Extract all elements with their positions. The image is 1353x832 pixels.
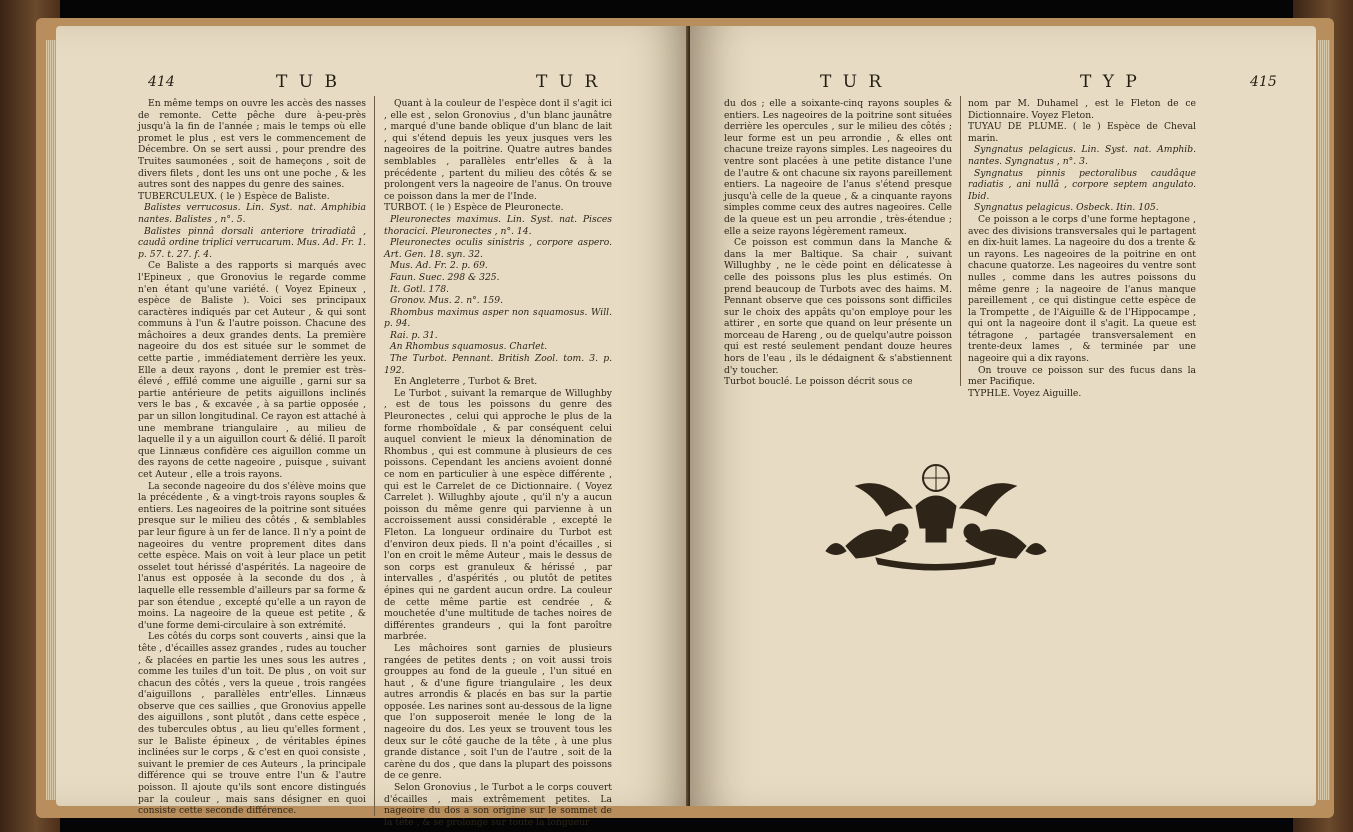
citation-line: The Turbot. Pennant. British Zool. tom. 3. p. 192. — [384, 353, 612, 376]
body-paragraph: Les mâchoires sont garnies de plusieurs rangées de petites dents ; on voit aussi trois grouppes au fond de la gueule , l'un situé en haut , & d'une figure triangulaire , les deux autres arrondis & placés en bas sur la partie opposée. Les narines sont au-dessous de la ligne que l'on supposeroit menée le long de la nageoire du dos. Les yeux se trouvent tous les deux sur le côté gauche de la tête , à une plus grande distance , soit l'un de l'autre , soit de la carène du dos , que dans la plupart des poissons de ce genre. — [384, 642, 612, 782]
citation-line: Gronov. Mus. 2. n°. 159. — [390, 295, 504, 307]
page-number-right: 415 — [1250, 74, 1277, 90]
entry-heading: Turbot bouclé. Le poisson décrit sous ce — [724, 376, 913, 388]
entry-heading: TUYAU DE PLUME. ( le ) Espèce de Cheval marin. — [968, 121, 1196, 144]
decorative-vignette — [816, 446, 1056, 576]
citation-line: It. Gotl. 178. — [390, 283, 449, 295]
left-page-column-2 — [384, 98, 612, 828]
body-paragraph: Les côtés du corps sont couverts , ainsi que la tête , d'écailles assez grandes , rudes au toucher , & placées en partie les unes sous les autres , comme les tuiles d'un toit. De plus , on voit sur chacun des côtés , vers la queue , trois rangées d'aiguillons , parallèles entr'elles. Linnæus observe que ces saillies , que Gronovius appelle des aiguillons , sont plutôt , dans cette espèce , des tubercules obtus , au lieu qu'elles forment , sur le Baliste épineux , de véritables épines inclinées sur le corps , & c'est en quoi consiste , suivant le premier de ces Auteurs , la principale différence qui se trouve entre l'un & l'autre poisson. Il ajoute qu'ils sont encore distingués par la couleur , mais sans désigner en quoi consiste cette seconde différence. — [138, 631, 366, 817]
body-paragraph: Ce poisson est commun dans la Manche & dans la mer Baltique. Sa chair , suivant Willughby , ne le cède point en délicatesse à celle des poissons plus les plus estimés. On prend beaucoup de Turbots avec des haims. M. Pennant observe que ces poissons sont difficiles sur le choix des appâts qu'on employe pour les attirer , en sorte que quand on leur présente un morceau de Hareng , ou de quelqu'autre poisson qui est resté seulement pendant douze heures hors de l'eau , ils le dédaignent & s'abstiennent d'y toucher. — [724, 237, 952, 376]
body-paragraph: nom par M. Duhamel , est le Fleton de ce Dictionnaire. Voyez Fleton. — [968, 98, 1196, 121]
entry-heading: TUBERCULEUX. ( le ) Espèce de Baliste. — [138, 190, 330, 202]
citation-line: Syngnatus pelagicus. Osbeck. Itin. 105. — [974, 202, 1159, 214]
citation-line: Syngnatus pelagicus. Lin. Syst. nat. Amphib. nantes. Syngnatus , n°. 3. — [968, 144, 1196, 167]
citation-line: Rhombus maximus asper non squamosus. Will. p. 94. — [384, 306, 612, 330]
citation-line: Pleuronectes maximus. Lin. Syst. nat. Pisces thoracici. Pleuronectes , n°. 14. — [384, 213, 612, 237]
left-page — [56, 26, 690, 828]
body-paragraph: En même temps on ouvre les accès des nasses de remonte. Cette pêche dure à-peu-près jusqu'à la fin de l'année ; mais le temps où elle promet le plus , est vers le commencement de Décembre. On se sert aussi , pour prendre des Truites saumonées , soit de hameçons , soit de divers filets , dont les uns ont une poche , & les autres sont des nappes du genre des saines. — [138, 98, 366, 191]
entry-heading: TURBOT. ( le ) Espèce de Pleuronecte. — [384, 202, 564, 214]
body-paragraph: On trouve ce poisson sur des fucus dans la mer Pacifique. — [968, 364, 1196, 388]
left-page-column-1 — [138, 98, 366, 817]
body-paragraph: Ce Baliste a des rapports si marqués avec l'Epineux , que Gronovius le regarde comme n'en étant qu'une variété. ( Voyez Epineux , espèce de Baliste ). Voici ses principaux caractères indiqués par cet Auteur , & qui sont communs à l'un & l'autre poisson. Chacune des mâchoires a deux grandes dents. La première nageoire du dos est située sur le sommet de cette partie , immédiatement derrière les yeux. Elle a deux rayons , dont le premier est très-élevé , effilé comme une aiguille , garni sur sa partie antérieure de petits aiguillons inclinés vers le bas , & excavée , à sa partie opposée , par un sillon longitudinal. Ce rayon est attaché à une membrane triangulaire , au milieu de laquelle il y a un aiguillon court & délié. Il paroît que Linnæus confidère ces aiguillon comme un des rayons de cette nageoire , puisque , suivant cet Auteur , elle a trois rayons. — [138, 260, 366, 480]
column-rule — [374, 96, 375, 816]
body-paragraph: En Angleterre , Turbot & Bret. — [394, 376, 538, 388]
citation-line: Faun. Suec. 298 & 325. — [390, 271, 500, 283]
body-paragraph: Le Turbot , suivant la remarque de Willughby , est de tous les poissons du genre des Pleuronectes , celui qui approche le plus de la forme rhomboïdale , & par conséquent celui auquel convient le mieux la dénomination de Rhombus , qui est commune à plusieurs de ces poissons. Cependant les anciens avoient donné ce nom en particulier à une espèce différente , qui est le Carrelet de ce Dictionnaire. ( Voyez Carrelet ). Willughby ajoute , qu'il n'y a aucun poisson du même genre qui parvienne à un accroissement aussi considérable , excepté le Fleton. La longueur ordinaire du Turbot est d'environ deux pieds. Il n'a point d'écailles , si l'on en croit le même Auteur , mais le dessus de son corps est granuleux & hérissé , par intervalles , d'aspérités , ou plutôt de petites épines qui ne gardent aucun ordre. La couleur de cette même partie est cendrée , & mouchetée d'une multitude de taches noires de différentes grandeurs , qui la font paroître marbrée. — [384, 387, 612, 643]
citation-line: Syngnatus pinnis pectoralibus caudâque radiatis , ani nullâ , corpore septem angulato. Ibid. — [968, 167, 1196, 202]
body-paragraph: La seconde nageoire du dos s'élève moins que la précédente , & a vingt-trois rayons souples & entiers. Les nageoires de la poitrine sont situées presque sur le milieu des côtés , & semblables par leur figure à un fer de lance. Il n'y a point de nageoires du ventre proprement dites dans cette espèce. Mais on voit à leur place un petit osselet tout hérissé d'aspérités. La nageoire de l'anus est opposée à la seconde du dos , à laquelle elle ressemble d'ailleurs par sa forme & par son étendue , excepté qu'elle a un rayon de moins. La nageoire de la queue est petite , & d'une forme demi-circulaire à son extrémité. — [138, 480, 366, 631]
body-paragraph: du dos ; elle a soixante-cinq rayons souples & entiers. Les nageoires de la poitrine sont situées derrière les opercules , sur le milieu des côtés ; leur forme est un peu arrondie , & elles ont chacune treize rayons simples. Les nageoires du ventre sont placées à une petite distance l'une de l'autre & ont chacune six rayons pareillement entiers. La nageoire de l'anus s'étend presque jusqu'à celle de la queue , & a cinquante rayons simples comme ceux des autres nageoires. Celle de la queue est un peu arrondie , très-étendue ; elle a seize rayons légèrement rameux. — [724, 98, 952, 237]
citation-line: Rai. p. 31. — [390, 329, 438, 341]
running-head-left: T U B — [276, 72, 340, 92]
body-paragraph: Quant à la couleur de l'espèce dont il s'agit ici , elle est , selon Gronovius , d'un blanc jaunâtre , marqué d'une bande oblique d'un blanc de lait , qui s'étend depuis les yeux jusques vers les nageoires de la poitrine. Quatre autres bandes semblables , parallèles entr'elles & à la précédente , partent du milieu des côtés & se prolongent vers la nageoire de l'anus. On trouve ce poisson dans la mer de l'Inde. — [384, 98, 612, 202]
running-head-right: T U R — [536, 72, 601, 92]
body-paragraph: Ce poisson a le corps d'une forme heptagone , avec des divisions transversales qui le partagent en dix-huit lames. La nageoire du dos a trente & un rayons. Les nageoires de la poitrine en ont chacune quatorze. Les nageoires du ventre sont nulles , comme dans les autres poissons du même genre ; la nageoire de l'anus manque pareillement , ce qui distingue cette espèce de la Trompette , de l'Aiguille & de l'Hippocampe , qui ont la nageoire dont il s'agit. La queue est tétragone , partagée transversalement en trente-deux lames , & terminée par une nageoire qui a dix rayons. — [968, 213, 1196, 365]
right-page — [690, 26, 1316, 806]
page-number-left: 414 — [148, 74, 175, 90]
citation-line: An Rhombus squamosus. Charlet. — [390, 341, 548, 353]
column-rule — [960, 96, 961, 386]
entry-heading: TYPHLE. Voyez Aiguille. — [968, 387, 1082, 399]
running-head-right: T Y P — [1080, 72, 1140, 92]
citation-line: Pleuronectes oculis sinistris , corpore aspero. Art. Gen. 18. syn. 32. — [384, 237, 612, 260]
right-page-column-1 — [724, 98, 952, 388]
citation-line: Mus. Ad. Fr. 2. p. 69. — [390, 260, 488, 272]
page-edges-right — [1318, 40, 1330, 800]
body-paragraph: Selon Gronovius , le Turbot a le corps couvert d'écailles , mais extrêmement petites. La nageoire du dos a son origine sur le sommet de la tête , & se prolonge sur toute la longueur — [384, 782, 612, 828]
citation-line: Balistes verrucosus. Lin. Syst. nat. Amphibia nantes. Balistes , n°. 5. — [138, 202, 366, 225]
right-page-column-2 — [968, 98, 1196, 399]
citation-line: Balistes pinnâ dorsali anteriore triradiatâ , caudâ ordine triplici verrucarum. Mus. Ad. Fr. 1. p. 57. t. 27. f. 4. — [138, 225, 366, 260]
running-head-left: T U R — [820, 72, 885, 92]
